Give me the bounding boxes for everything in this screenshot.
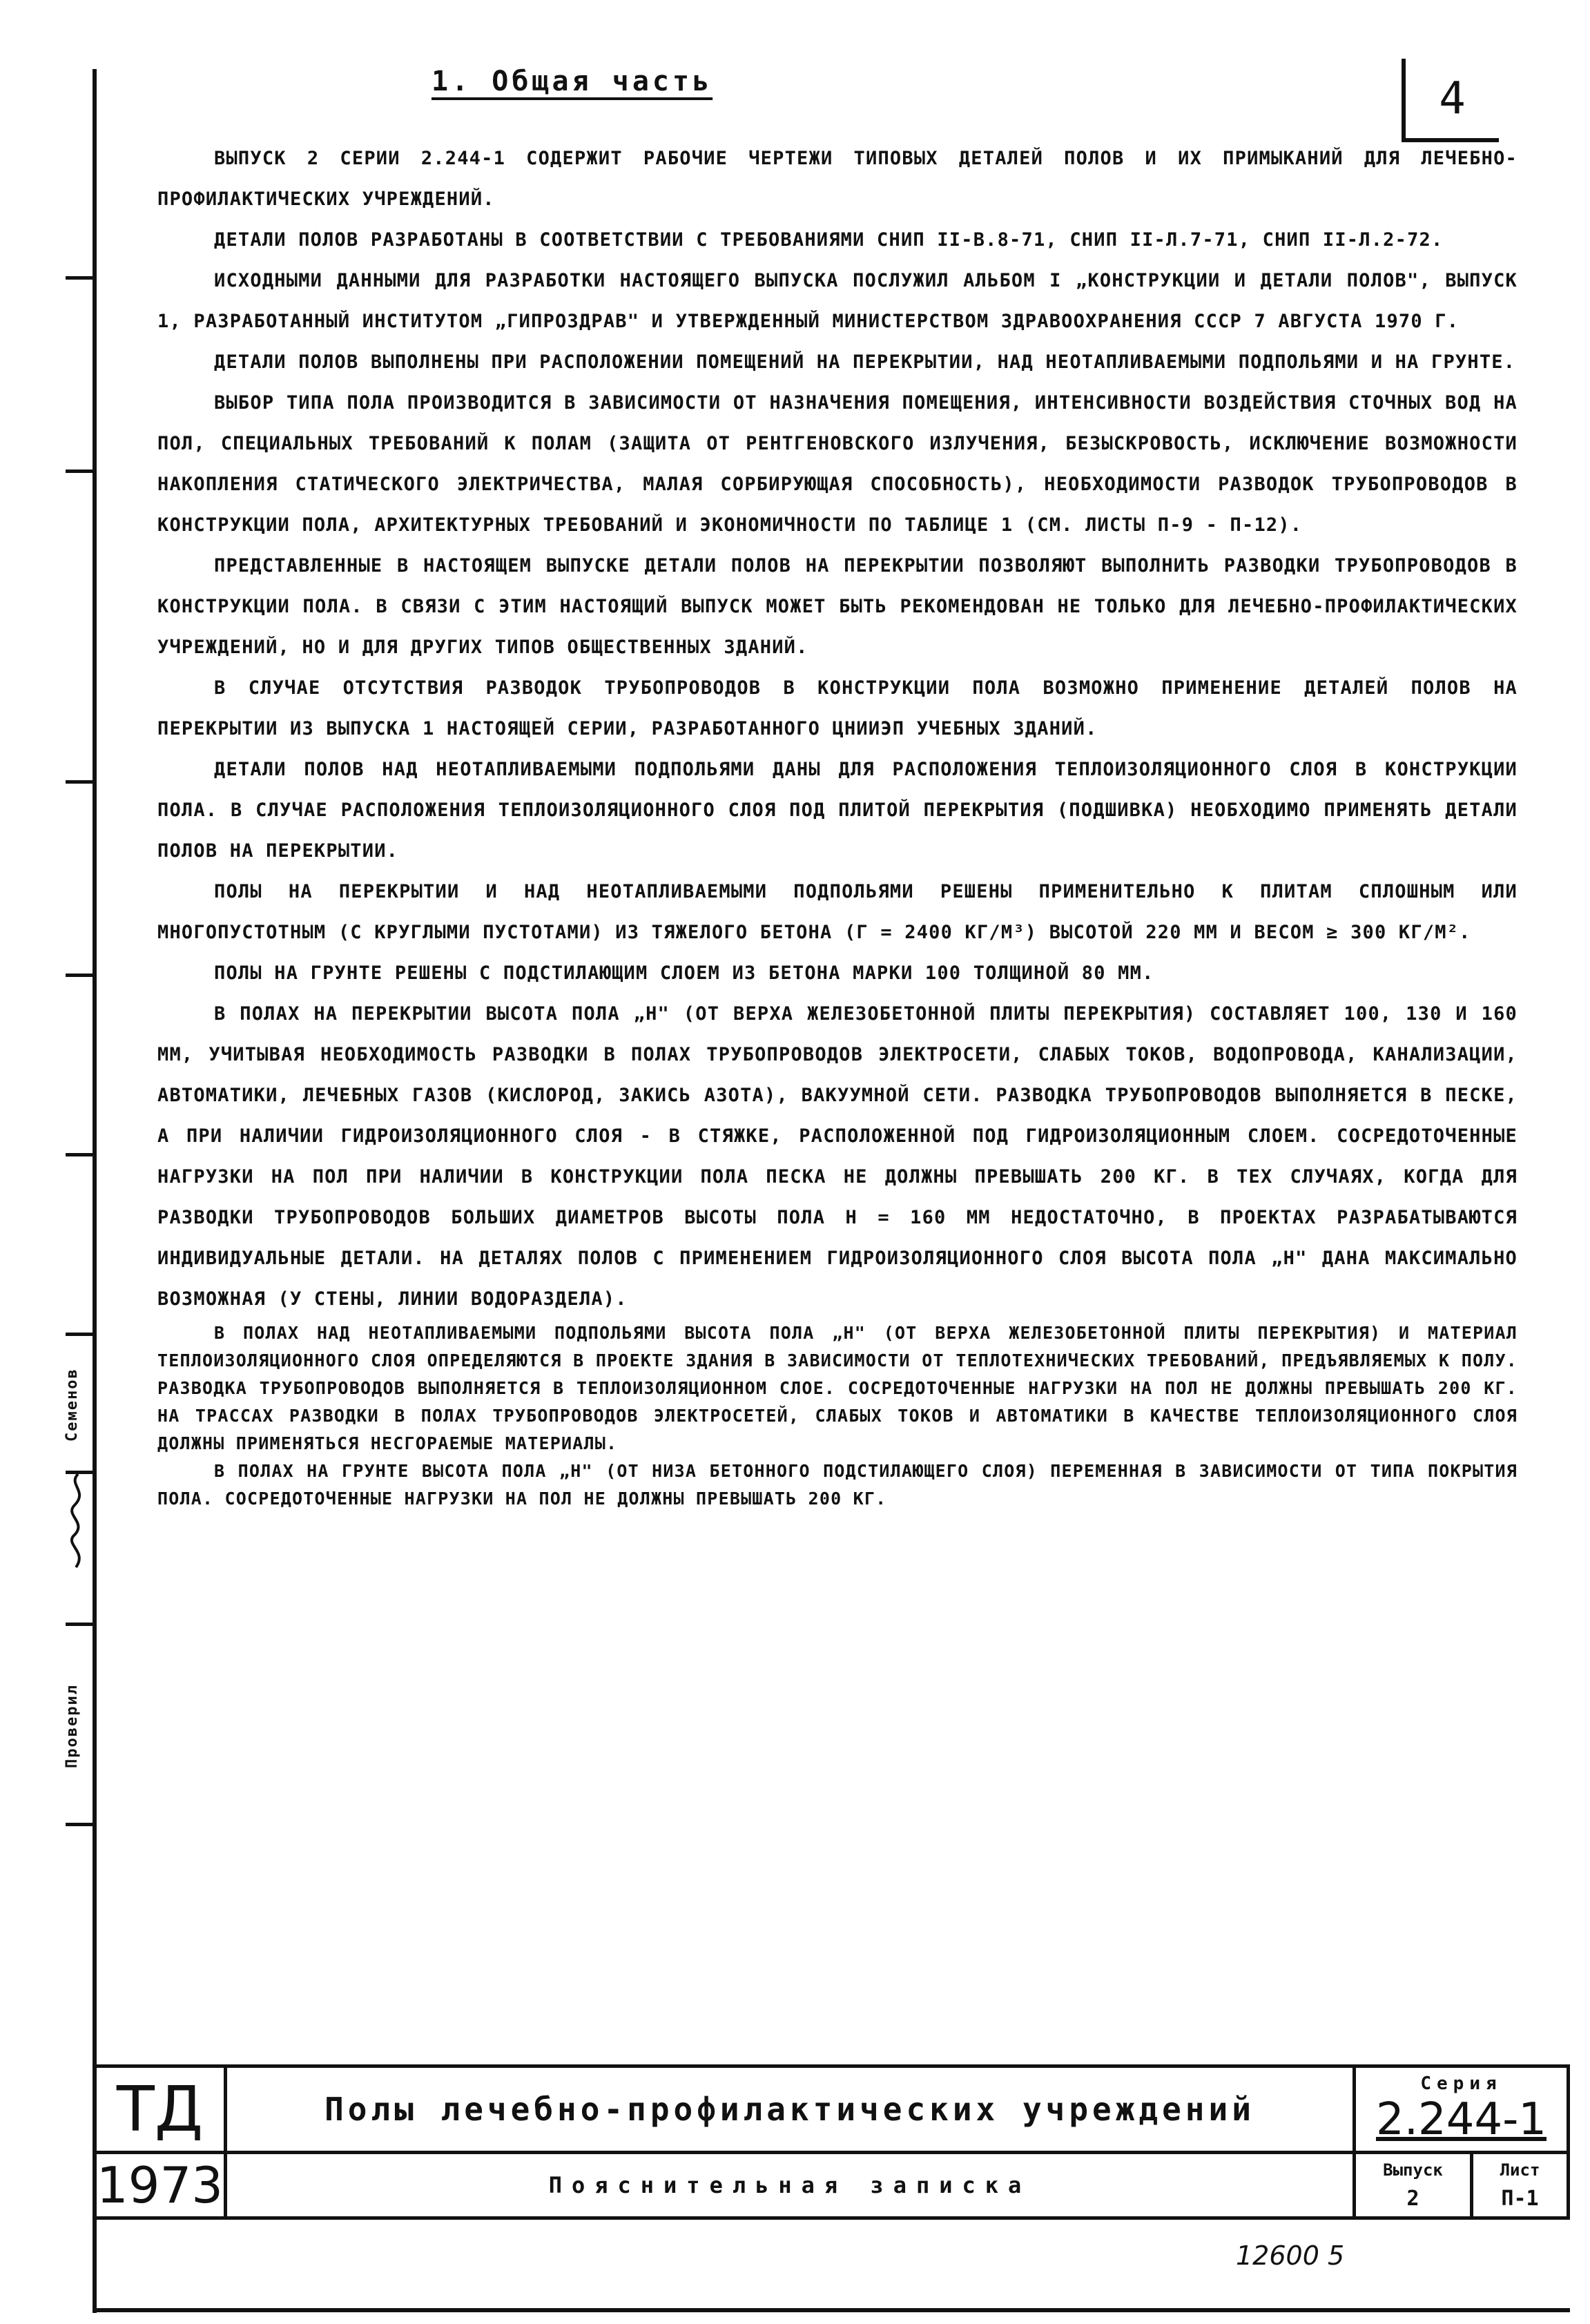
- series-value: 2.244-1: [1375, 2094, 1547, 2145]
- issue-box: [1353, 2151, 1473, 2220]
- sheet-label: Лист: [1500, 2160, 1540, 2180]
- margin-label-name: Семенов: [64, 1368, 81, 1442]
- year: 1973: [93, 2151, 227, 2220]
- paragraph: ДЕТАЛИ ПОЛОВ НАД НЕОТАПЛИВАЕМЫМИ ПОДПОЛЬЯМИ ДАНЫ ДЛЯ РАСПОЛОЖЕНИЯ ТЕПЛОИЗОЛЯЦИОННОГО СЛОЯ В КОНСТРУКЦИИ ПОЛА. В СЛУЧАЕ РАСПОЛОЖЕНИЯ ТЕПЛОИЗОЛЯЦИОННОГО СЛОЯ ПОД ПЛИТОЙ ПЕРЕКРЫТИЯ (ПОДШИВКА) НЕОБХОДИМО ПРИМЕНЯТЬ ДЕТАЛИ ПОЛОВ НА ПЕРЕКРЫТИИ.: [157, 759, 1518, 862]
- paragraph: ДЕТАЛИ ПОЛОВ РАЗРАБОТАНЫ В СООТВЕТСТВИИ С ТРЕБОВАНИЯМИ СНИП II-В.8-71, СНИП II-Л.7-71, СНИП II-Л.2-72.: [214, 229, 1444, 251]
- paragraph: В ПОЛАХ НА ГРУНТЕ ВЫСОТА ПОЛА „Н" (ОТ НИЗА БЕТОННОГО ПОДСТИЛАЮЩЕГО СЛОЯ) ПЕРЕМЕННАЯ В ЗАВИСИМОСТИ ОТ ТИПА ПОКРЫТИЯ ПОЛА. СОСРЕДОТОЧЕННЫЕ НАГРУЗКИ НА ПОЛ НЕ ДОЛЖНЫ ПРЕВЫШАТЬ 200 КГ.: [157, 1461, 1518, 1509]
- paragraph: ПРЕДСТАВЛЕННЫЕ В НАСТОЯЩЕМ ВЫПУСКЕ ДЕТАЛИ ПОЛОВ НА ПЕРЕКРЫТИИ ПОЗВОЛЯЮТ ВЫПОЛНИТЬ РАЗВОДКИ ТРУБОПРОВОДОВ В КОНСТРУКЦИИ ПОЛА. В СВЯЗИ С ЭТИМ НАСТОЯЩИЙ ВЫПУСК МОЖЕТ БЫТЬ РЕКОМЕНДОВАН НЕ ТОЛЬКО ДЛЯ ЛЕЧЕБНО-ПРОФИЛАКТИЧЕСКИХ УЧРЕЖДЕНИЙ, НО И ДЛЯ ДРУГИХ ТИПОВ ОБЩЕСТВЕННЫХ ЗДАНИЙ.: [157, 555, 1518, 658]
- paragraph: ВЫПУСК 2 СЕРИИ 2.244-1 СОДЕРЖИТ РАБОЧИЕ ЧЕРТЕЖИ ТИПОВЫХ ДЕТАЛЕЙ ПОЛОВ И ИХ ПРИМЫКАНИЙ ДЛЯ ЛЕЧЕБНО-ПРОФИЛАКТИЧЕСКИХ УЧРЕЖДЕНИЙ.: [157, 148, 1518, 210]
- paragraph: ИСХОДНЫМИ ДАННЫМИ ДЛЯ РАЗРАБОТКИ НАСТОЯЩЕГО ВЫПУСКА ПОСЛУЖИЛ АЛЬБОМ I „КОНСТРУКЦИИ И ДЕТАЛИ ПОЛОВ", ВЫПУСК 1, РАЗРАБОТАННЫЙ ИНСТИТУТОМ „ГИПРОЗДРАВ" И УТВЕРЖДЕННЫЙ МИНИСТЕРСТВОМ ЗДРАВООХРАНЕНИЯ СССР 7 АВГУСТА 1970 Г.: [157, 270, 1518, 332]
- paragraph: ВЫБОР ТИПА ПОЛА ПРОИЗВОДИТСЯ В ЗАВИСИМОСТИ ОТ НАЗНАЧЕНИЯ ПОМЕЩЕНИЯ, ИНТЕНСИВНОСТИ ВОЗДЕЙСТВИЯ СТОЧНЫХ ВОД НА ПОЛ, СПЕЦИАЛЬНЫХ ТРЕБОВАНИЙ К ПОЛАМ (ЗАЩИТА ОТ РЕНТГЕНОВСКОГО ИЗЛУЧЕНИЯ, БЕЗЫСКРОВОСТЬ, ИСКЛЮЧЕНИЕ ВОЗМОЖНОСТИ НАКОПЛЕНИЯ СТАТИЧЕСКОГО ЭЛЕКТРИЧЕСТВА, МАЛАЯ СОРБИРУЮЩАЯ СПОСОБНОСТЬ), НЕОБХОДИМОСТИ РАЗВОДОК ТРУБОПРОВОДОВ В КОНСТРУКЦИИ ПОЛА, АРХИТЕКТУРНЫХ ТРЕБОВАНИЙ И ЭКОНОМИЧНОСТИ ПО ТАБЛИЦЕ 1 (СМ. ЛИСТЫ П-9 - П-12).: [157, 392, 1518, 536]
- paragraph: ДЕТАЛИ ПОЛОВ ВЫПОЛНЕНЫ ПРИ РАСПОЛОЖЕНИИ ПОМЕЩЕНИЙ НА ПЕРЕКРЫТИИ, НАД НЕОТАПЛИВАЕМЫМИ ПОДПОЛЬЯМИ И НА ГРУНТЕ.: [214, 351, 1516, 373]
- title-block: [93, 2064, 1570, 2220]
- paragraph: В ПОЛАХ НАД НЕОТАПЛИВАЕМЫМИ ПОДПОЛЬЯМИ ВЫСОТА ПОЛА „Н" (ОТ ВЕРХА ЖЕЛЕЗОБЕТОННОЙ ПЛИТЫ ПЕРЕКРЫТИЯ) И МАТЕРИАЛ ТЕПЛОИЗОЛЯЦИОННОГО СЛОЯ ОПРЕДЕЛЯЮТСЯ В ПРОЕКТЕ ЗДАНИЯ В ЗАВИСИМОСТИ ОТ ТЕПЛОТЕХНИЧЕСКИХ ТРЕБОВАНИЙ, ПРЕДЪЯВЛЯЕМЫХ К ПОЛУ. РАЗВОДКА ТРУБОПРОВОДОВ ВЫПОЛНЯЕТСЯ В ТЕПЛОИЗОЛЯЦИОННОМ СЛОЕ. СОСРЕДОТОЧЕННЫЕ НАГРУЗКИ НА ПОЛ НЕ ДОЛЖНЫ ПРЕВЫШАТЬ 200 КГ. НА ТРАССАХ РАЗВОДКИ В ПОЛАХ ТРУБОПРОВОДОВ ЭЛЕКТРОСЕТЕЙ, СЛАБЫХ ТОКОВ И АВТОМАТИКИ В КАЧЕСТВЕ ТЕПЛОИЗОЛЯЦИОННОГО СЛОЯ ДОЛЖНЫ ПРИМЕНЯТЬСЯ НЕСГОРАЕМЫЕ МАТЕРИАЛЫ.: [157, 1323, 1518, 1453]
- margin-tick: [66, 780, 95, 784]
- series-box: [1353, 2064, 1570, 2154]
- page-number: 4: [1402, 59, 1499, 142]
- margin-tick: [66, 1623, 95, 1626]
- inventory-number: 12600 5: [1236, 2240, 1345, 2271]
- issue-label: Выпуск: [1383, 2160, 1443, 2180]
- margin-tick: [66, 469, 95, 473]
- paragraph: В ПОЛАХ НА ПЕРЕКРЫТИИ ВЫСОТА ПОЛА „Н" (ОТ ВЕРХА ЖЕЛЕЗОБЕТОННОЙ ПЛИТЫ ПЕРЕКРЫТИЯ) СОСТАВЛЯЕТ 100, 130 И 160 ММ, УЧИТЫВАЯ НЕОБХОДИМОСТЬ РАЗВОДКИ В ПОЛАХ ТРУБОПРОВОДОВ ЭЛЕКТРОСЕТИ, СЛАБЫХ ТОКОВ, ВОДОПРОВОДА, КАНАЛИЗАЦИИ, АВТОМАТИКИ, ЛЕЧЕБНЫХ ГАЗОВ (КИСЛОРОД, ЗАКИСЬ АЗОТА), ВАКУУМНОЙ СЕТИ. РАЗВОДКА ТРУБОПРОВОДОВ ВЫПОЛНЯЕТСЯ В ПЕСКЕ, А ПРИ НАЛИЧИИ ГИДРОИЗОЛЯЦИОННОГО СЛОЯ - В СТЯЖКЕ, РАСПОЛОЖЕННОЙ ПОД ГИДРОИЗОЛЯЦИОННЫМ СЛОЕМ. СОСРЕДОТОЧЕННЫЕ НАГРУЗКИ НА ПОЛ ПРИ НАЛИЧИИ В КОНСТРУКЦИИ ПОЛА ПЕСКА НЕ ДОЛЖНЫ ПРЕВЫШАТЬ 200 КГ. В ТЕХ СЛУЧАЯХ, КОГДА ДЛЯ РАЗВОДКИ ТРУБОПРОВОДОВ БОЛЬШИХ ДИАМЕТРОВ ВЫСОТЫ ПОЛА Н = 160 ММ НЕДОСТАТОЧНО, В ПРОЕКТАХ РАЗРАБАТЫВАЮТСЯ ИНДИВИДУАЛЬНЫЕ ДЕТАЛИ. НА ДЕТАЛЯХ ПОЛОВ С ПРИМЕНЕНИЕМ ГИДРОИЗОЛЯЦИОННОГО СЛОЯ ВЫСОТА ПОЛА „Н" ДАНА МАКСИМАЛЬНО ВОЗМОЖНАЯ (У СТЕНЫ, ЛИНИИ ВОДОРАЗДЕЛА).: [157, 1003, 1518, 1310]
- paragraph: ПОЛЫ НА ГРУНТЕ РЕШЕНЫ С ПОДСТИЛАЮЩИМ СЛОЕМ ИЗ БЕТОНА МАРКИ 100 ТОЛЩИНОЙ 80 ММ.: [214, 962, 1154, 984]
- section-title: 1. Общая часть: [432, 66, 713, 97]
- sheet-box: [1470, 2151, 1570, 2220]
- margin-tick: [66, 1333, 95, 1336]
- document-subtitle: Пояснительная записка: [224, 2151, 1356, 2220]
- bottom-frame-line: [93, 2308, 1570, 2312]
- margin-label-checked: Проверил: [64, 1684, 81, 1768]
- org-code: ТД: [93, 2064, 227, 2154]
- margin-tick: [66, 1153, 95, 1156]
- margin-tick: [66, 276, 95, 280]
- series-label: Серия: [1420, 2073, 1502, 2094]
- issue-value: 2: [1406, 2186, 1419, 2211]
- margin-tick: [66, 1823, 95, 1826]
- note-body: [157, 138, 1518, 1513]
- document-title: Полы лечебно-профилактических учреждений: [224, 2064, 1356, 2154]
- paragraph: ПОЛЫ НА ПЕРЕКРЫТИИ И НАД НЕОТАПЛИВАЕМЫМИ ПОДПОЛЬЯМИ РЕШЕНЫ ПРИМЕНИТЕЛЬНО К ПЛИТАМ СПЛОШНЫМ ИЛИ МНОГОПУСТОТНЫМ (С КРУГЛЫМИ ПУСТОТАМИ) ИЗ ТЯЖЕЛОГО БЕТОНА (Γ = 2400 КГ/М³) ВЫСОТОЙ 220 ММ И ВЕСОМ ≥ 300 КГ/М².: [157, 881, 1518, 943]
- sheet-value: П-1: [1501, 2186, 1539, 2211]
- paragraph: В СЛУЧАЕ ОТСУТСТВИЯ РАЗВОДОК ТРУБОПРОВОДОВ В КОНСТРУКЦИИ ПОЛА ВОЗМОЖНО ПРИМЕНЕНИЕ ДЕТАЛЕЙ ПОЛОВ НА ПЕРЕКРЫТИИ ИЗ ВЫПУСКА 1 НАСТОЯЩЕЙ СЕРИИ, РАЗРАБОТАННОГО ЦНИИЭП УЧЕБНЫХ ЗДАНИЙ.: [157, 677, 1518, 739]
- left-frame-line: [93, 69, 97, 2313]
- margin-tick: [66, 974, 95, 977]
- signature-mark: [61, 1471, 95, 1574]
